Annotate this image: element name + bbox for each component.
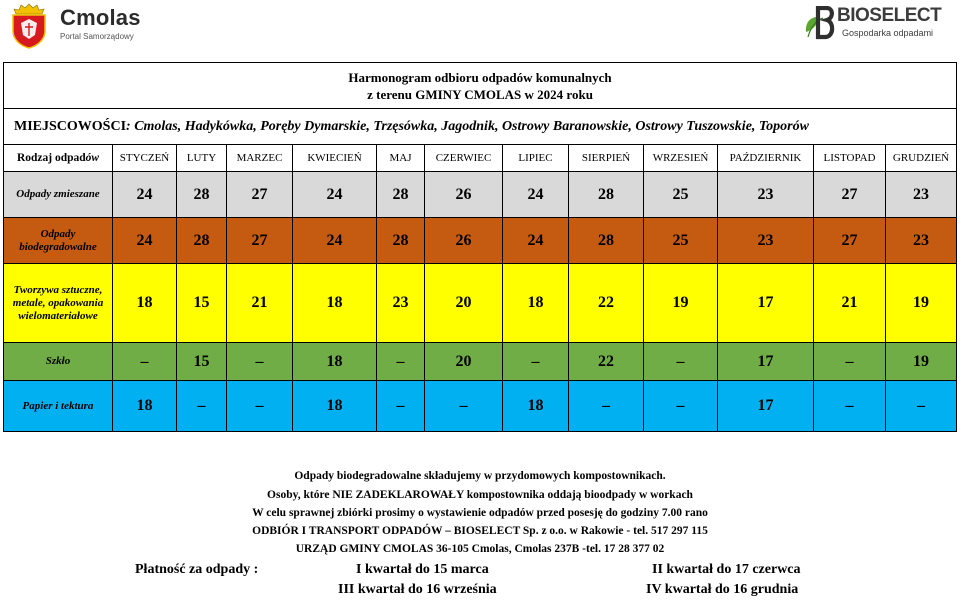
- row-plastics-metals: [4, 264, 957, 343]
- date-cell: 26: [425, 218, 503, 264]
- date-cell: 28: [569, 172, 644, 218]
- undeclared-composter-note: Osoby, które NIE ZADEKLAROWAŁY kompostownika oddają bioodpady w workach: [267, 489, 693, 501]
- date-cell: 22: [569, 343, 644, 381]
- payment-q1: I kwartał do 15 marca: [356, 562, 489, 577]
- bioselect-logo-icon[interactable]: [803, 6, 835, 40]
- municipality-name[interactable]: Cmolas: [60, 5, 141, 30]
- date-cell: –: [227, 343, 293, 381]
- month-header-cell: LIPIEC: [503, 145, 569, 172]
- coat-of-arms-icon[interactable]: [8, 3, 50, 49]
- month-header-cell: MARZEC: [227, 145, 293, 172]
- date-cell: 23: [718, 218, 814, 264]
- transport-contact: ODBIÓR I TRANSPORT ODPADÓW – BIOSELECT Sp. z o.o. w Rakowie - tel. 517 297 115: [252, 525, 708, 537]
- date-cell: 17: [718, 343, 814, 381]
- date-cell: 18: [503, 264, 569, 343]
- date-cell: 24: [113, 218, 177, 264]
- payment-label: Płatność za odpady :: [135, 562, 259, 577]
- date-cell: 27: [814, 218, 886, 264]
- localities-row: [4, 109, 957, 145]
- date-cell: 26: [425, 172, 503, 218]
- date-cell: 27: [227, 218, 293, 264]
- waste-type-label: Papier i tektura: [4, 381, 113, 432]
- row-mixed-waste: [4, 172, 957, 218]
- month-header-cell: WRZESIEŃ: [644, 145, 718, 172]
- date-cell: 15: [177, 264, 227, 343]
- date-cell: –: [377, 381, 425, 432]
- date-cell: 25: [644, 218, 718, 264]
- date-cell: 19: [886, 343, 957, 381]
- date-cell: 23: [886, 172, 957, 218]
- month-header-cell: MAJ: [377, 145, 425, 172]
- schedule-title-line2: z terenu GMINY CMOLAS w 2024 roku: [367, 86, 593, 102]
- month-header-row: [4, 145, 957, 172]
- waste-type-label: Odpady zmieszane: [4, 172, 113, 218]
- date-cell: 27: [814, 172, 886, 218]
- localities-label: MIEJSCOWOŚCI: [14, 118, 127, 134]
- date-cell: 28: [377, 218, 425, 264]
- month-header-cell: LUTY: [177, 145, 227, 172]
- schedule-title: [4, 63, 957, 109]
- date-cell: 24: [503, 172, 569, 218]
- date-cell: 24: [113, 172, 177, 218]
- localities-list: : Cmolas, Hadykówka, Poręby Dymarskie, Trzęsówka, Jagodnik, Ostrowy Baranowskie, Ostrowy Tuszowskie, Toporów: [126, 118, 809, 134]
- month-header-cell: STYCZEŃ: [113, 145, 177, 172]
- date-cell: –: [425, 381, 503, 432]
- waste-type-label: Tworzywa sztuczne, metale, opakowania wielomateriałowe: [4, 264, 113, 343]
- date-cell: 20: [425, 264, 503, 343]
- date-cell: 20: [425, 343, 503, 381]
- date-cell: 17: [718, 264, 814, 343]
- date-cell: 18: [503, 381, 569, 432]
- date-cell: 24: [503, 218, 569, 264]
- collection-time-note: W celu sprawnej zbiórki prosimy o wystawienie odpadów przed posesję do godziny 7.00 rano: [252, 507, 708, 519]
- date-cell: 24: [293, 218, 377, 264]
- office-contact: URZĄD GMINY CMOLAS 36-105 Cmolas, Cmolas 237B -tel. 17 28 377 02: [295, 543, 665, 555]
- date-cell: 25: [644, 172, 718, 218]
- date-cell: 19: [886, 264, 957, 343]
- date-cell: –: [377, 343, 425, 381]
- payment-q4: IV kwartał do 16 grudnia: [646, 582, 799, 597]
- composting-note: Odpady biodegradowalne składujemy w przydomowych kompostownikach.: [294, 470, 666, 482]
- row-glass: [4, 343, 957, 381]
- date-cell: –: [177, 381, 227, 432]
- date-cell: 18: [293, 343, 377, 381]
- date-cell: 21: [227, 264, 293, 343]
- date-cell: 15: [177, 343, 227, 381]
- payment-q2: II kwartał do 17 czerwca: [652, 562, 801, 577]
- date-cell: 28: [177, 172, 227, 218]
- date-cell: –: [227, 381, 293, 432]
- date-cell: 23: [377, 264, 425, 343]
- date-cell: 19: [644, 264, 718, 343]
- schedule-title-line1: Harmonogram odbioru odpadów komunalnych: [348, 69, 612, 85]
- date-cell: –: [113, 343, 177, 381]
- waste-type-label: Odpady biodegradowalne: [4, 218, 113, 264]
- municipality-tagline: Portal Samorządowy: [60, 32, 134, 41]
- month-header-cell: SIERPIEŃ: [569, 145, 644, 172]
- date-cell: –: [644, 343, 718, 381]
- month-header-cell: LISTOPAD: [814, 145, 886, 172]
- date-cell: 28: [569, 218, 644, 264]
- collection-schedule-table: [3, 62, 957, 432]
- date-cell: –: [886, 381, 957, 432]
- date-cell: 18: [113, 264, 177, 343]
- waste-type-header-part2: ów: [85, 152, 100, 164]
- row-biodegradable-waste: [4, 218, 957, 264]
- page-header: [0, 0, 960, 60]
- date-cell: –: [814, 381, 886, 432]
- date-cell: 18: [293, 264, 377, 343]
- date-cell: 23: [886, 218, 957, 264]
- month-header-cell: GRUDZIEŃ: [886, 145, 957, 172]
- date-cell: 18: [293, 381, 377, 432]
- month-header-cell: KWIECIEŃ: [293, 145, 377, 172]
- date-cell: –: [644, 381, 718, 432]
- month-header-cell: PAŹDZIERNIK: [718, 145, 814, 172]
- waste-type-column-header: [4, 145, 113, 172]
- company-name[interactable]: BIOSELECT: [837, 5, 942, 26]
- month-header-cell: CZERWIEC: [425, 145, 503, 172]
- date-cell: 17: [718, 381, 814, 432]
- date-cell: 23: [718, 172, 814, 218]
- company-tagline: Gospodarka odpadami: [842, 28, 934, 38]
- date-cell: 27: [227, 172, 293, 218]
- waste-type-label: Szkło: [4, 343, 113, 381]
- date-cell: –: [569, 381, 644, 432]
- date-cell: 21: [814, 264, 886, 343]
- date-cell: 18: [113, 381, 177, 432]
- payment-q3: III kwartał do 16 września: [338, 582, 497, 597]
- date-cell: 28: [377, 172, 425, 218]
- waste-type-header-part1: Rodzaj odpad: [16, 152, 86, 164]
- date-cell: –: [814, 343, 886, 381]
- date-cell: 24: [293, 172, 377, 218]
- date-cell: 28: [177, 218, 227, 264]
- row-paper: [4, 381, 957, 432]
- date-cell: –: [503, 343, 569, 381]
- date-cell: 22: [569, 264, 644, 343]
